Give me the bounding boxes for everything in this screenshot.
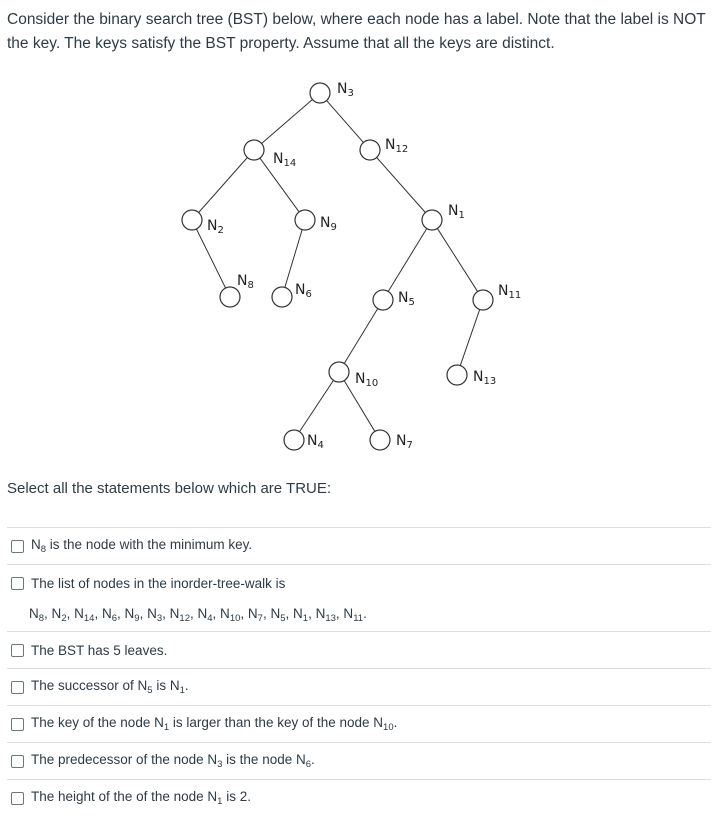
tree-node-circle	[329, 362, 349, 382]
tree-node-label: $N_9$	[320, 215, 337, 233]
tree-node-label: $N_7$	[396, 433, 413, 451]
tree-edge	[327, 101, 364, 143]
tree-node-circle	[220, 287, 240, 307]
answer-option[interactable]	[7, 668, 711, 705]
tree-node-label: $N_3$	[337, 81, 354, 99]
tree-node-circle	[473, 290, 493, 310]
tree-edge	[196, 229, 225, 288]
question-intro: Consider the binary search tree (BST) below, where each node has a label. Note that the label is NOT the key. The keys satisfy the BST property. Assume that all the keys are distinct.	[7, 11, 706, 52]
tree-node-label: $N_{13}$	[473, 369, 497, 387]
tree-node-circle	[370, 430, 390, 450]
tree-node-label: $N_2$	[207, 218, 224, 236]
tree-edge	[377, 157, 426, 212]
tree-node-label: $N_{14}$	[273, 151, 297, 169]
question-prompt: Select all the statements below which are TRUE:	[7, 480, 332, 497]
answer-list	[7, 527, 711, 816]
tree-edge	[199, 157, 248, 212]
tree-node-circle	[284, 430, 304, 450]
answer-text: The key of the node $N_1$ is larger than the key of the node $N_{10}$.	[31, 715, 398, 733]
answer-checkbox[interactable]	[11, 540, 24, 553]
tree-node-circle	[422, 210, 442, 230]
tree-node-circle	[182, 210, 202, 230]
answer-checkbox[interactable]	[11, 755, 24, 768]
tree-edge	[344, 309, 378, 364]
answer-option[interactable]	[7, 527, 711, 564]
tree-edge	[262, 100, 313, 144]
tree-edge	[388, 229, 427, 292]
answer-text: The predecessor of the node $N_3$ is the node $N_6$.	[31, 752, 315, 770]
tree-node-label: $N_6$	[295, 282, 312, 300]
tree-node-label: $N_{10}$	[355, 371, 379, 389]
tree-node-label: $N_{12}$	[385, 137, 409, 155]
tree-node-circle	[373, 290, 393, 310]
answer-checkbox[interactable]	[11, 792, 24, 805]
tree-node-label: $N_5$	[398, 290, 415, 308]
answer-option[interactable]	[7, 564, 711, 631]
answer-checkbox[interactable]	[11, 644, 24, 657]
tree-node-label: $N_8$	[237, 273, 254, 291]
answer-text: The successor of $N_5$ is $N_1$.	[31, 678, 189, 696]
answer-checkbox[interactable]	[11, 577, 24, 590]
answer-option[interactable]	[7, 705, 711, 742]
tree-node-circle	[244, 140, 264, 160]
answer-option[interactable]	[7, 631, 711, 668]
tree-node-circle	[295, 210, 315, 230]
tree-node-circle	[310, 83, 330, 103]
tree-node-circle	[360, 140, 380, 160]
tree-edge	[300, 380, 334, 431]
tree-edge	[285, 230, 302, 288]
tree-node-label: $N_4$	[307, 433, 324, 451]
tree-edge	[437, 228, 477, 291]
answer-text-continuation: $N_8$, $N_2$, $N_{14}$, $N_6$, $N_9$, $N_3$, $N_{12}$, $N_4$, $N_{10}$, $N_7$, $N_5$, $N_1$, $N_{13}$, $N_{11}$.	[29, 606, 367, 624]
answer-text: The height of the of the node $N_1$ is 2.	[31, 789, 251, 807]
tree-node-circle	[272, 287, 292, 307]
answer-text: $N_8$ is the node with the minimum key.	[31, 537, 253, 555]
answer-text: The list of nodes in the inorder-tree-walk is	[31, 575, 286, 591]
tree-node-label: $N_1$	[448, 203, 465, 221]
answer-checkbox[interactable]	[11, 718, 24, 731]
answer-text: The BST has 5 leaves.	[31, 642, 168, 658]
tree-node-circle	[447, 365, 467, 385]
tree-node-label: $N_{11}$	[498, 283, 522, 301]
tree-edge	[460, 309, 479, 365]
answer-option[interactable]	[7, 779, 711, 816]
answer-checkbox[interactable]	[11, 681, 24, 694]
answer-option[interactable]	[7, 742, 711, 779]
